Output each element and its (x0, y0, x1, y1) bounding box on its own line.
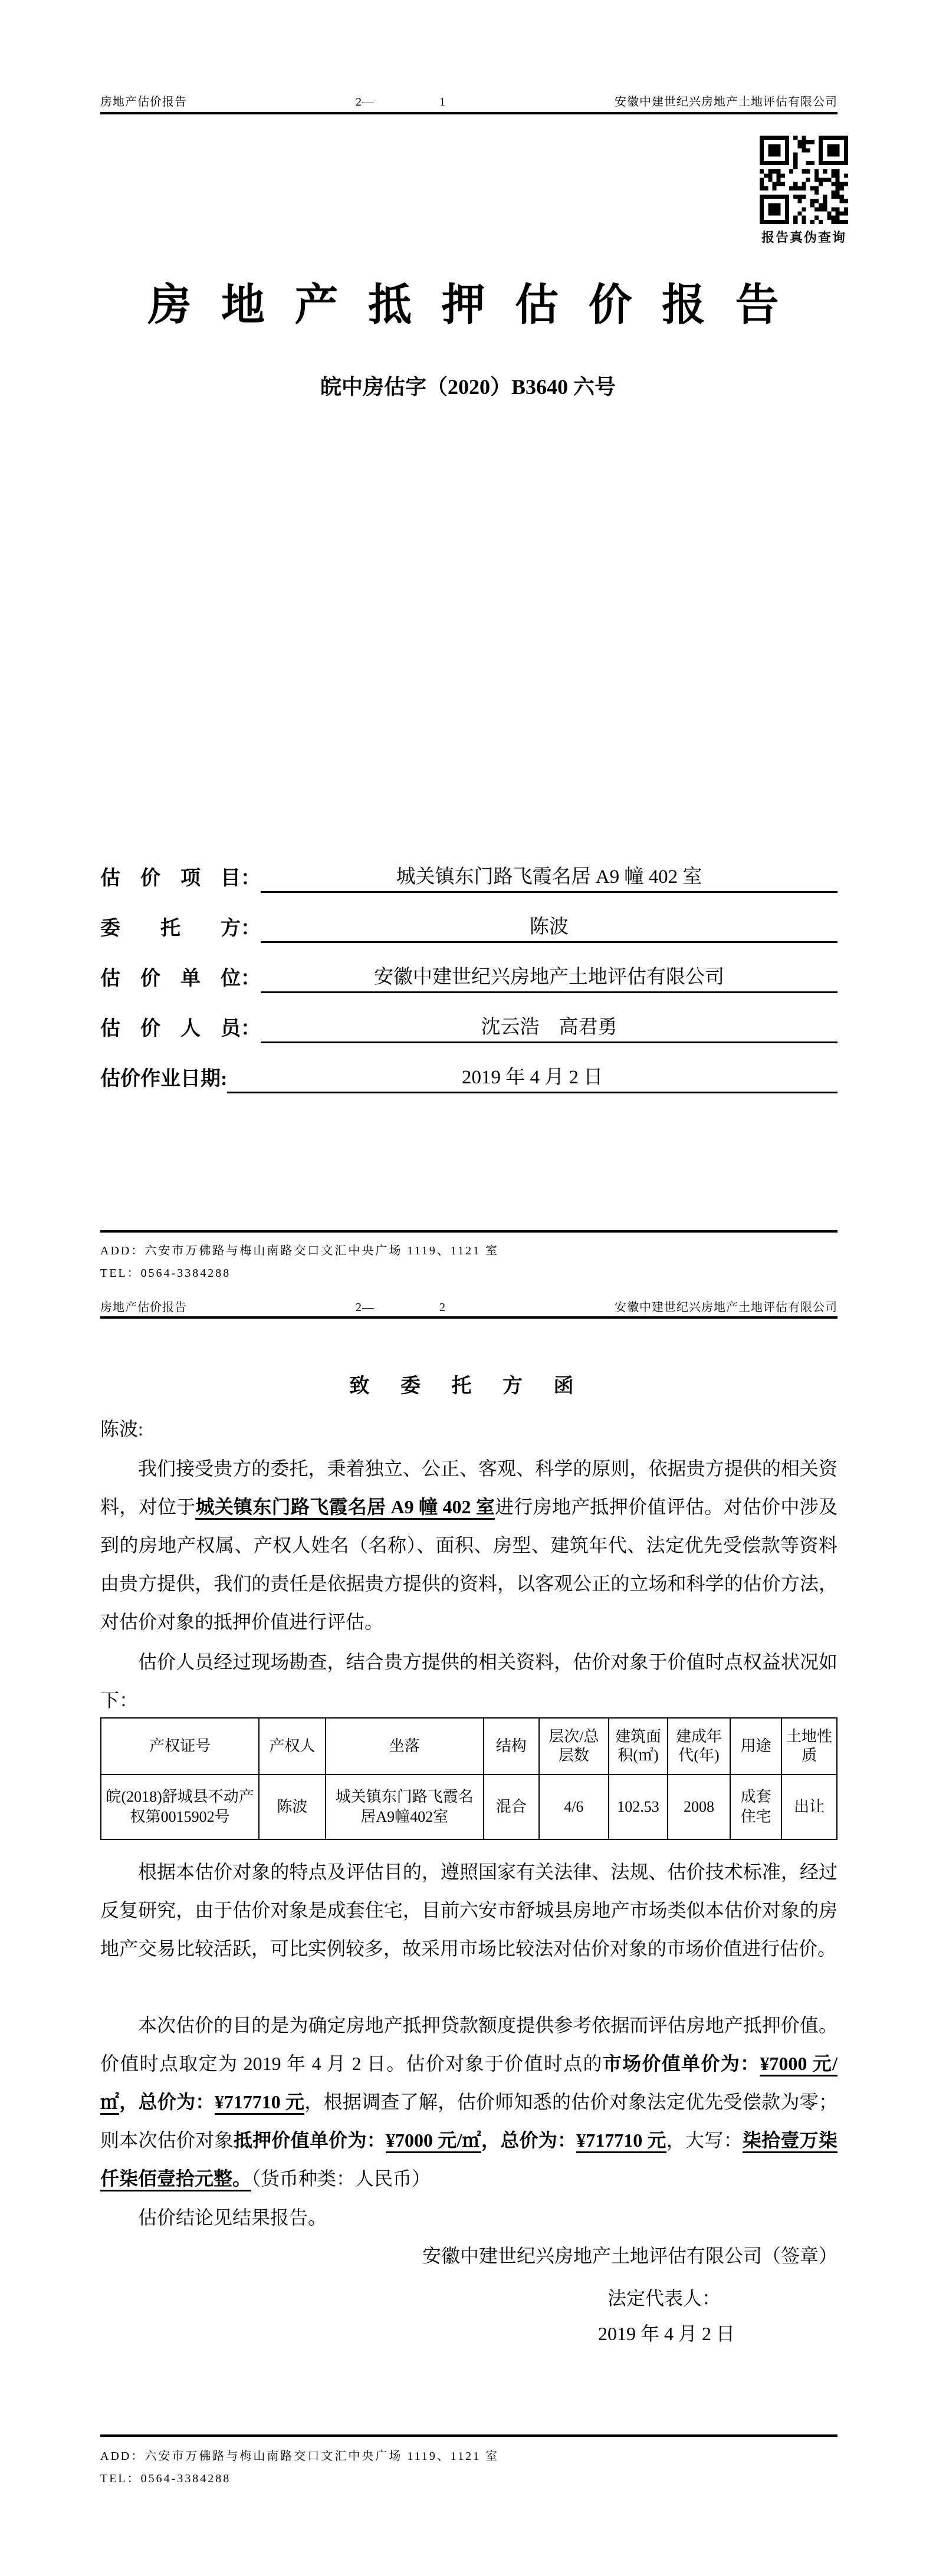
page2-footer-rule (100, 2434, 838, 2437)
paragraph-valuation: 本次估价的目的是为确定房地产抵押贷款额度提供参考依据而评估房地产抵押价值。价值时点取定为 2019 年 4 月 2 日。估价对象于价值时点的市场价值单价为：¥7000 元/㎡，总价为：¥717710 元，根据调查了解，估价师知悉的估价对象法定优先受偿款为零；则本次估价对象抵押价值单价为：¥7000 元/㎡，总价为：¥717710 元，大写：柒拾壹万柒仟柒佰壹拾元整。（货币种类：人民币） (100, 2006, 838, 2198)
field-value-client: 陈波 (261, 911, 838, 943)
col-header-cert-no: 产权证号 (101, 1718, 259, 1775)
header-rule (100, 1316, 838, 1319)
field-label-date: 估价作业日期: (100, 1068, 228, 1090)
page1-header (100, 92, 838, 109)
col-header-year: 建成年代(年) (668, 1718, 730, 1775)
paragraph-method: 根据本估价对象的特点及评估目的，遵照国家有关法律、法规、估价技术标准，经过反复研究，由于估价对象是成套住宅，目前六安市舒城县房地产市场类似本估价对象的房地产交易比较活跃，可比实例较多，故采用市场比较法对估价对象的市场价值进行估价。 (100, 1861, 838, 1959)
cell-area: 102.53 (609, 1775, 668, 1839)
paragraph-survey: 估价人员经过现场勘查，结合贵方提供的相关资料，估价对象于价值时点权益状况如下： (100, 1651, 838, 1711)
col-header-land: 土地性质 (781, 1718, 837, 1775)
field-label-agency: 估 价 单 位： (100, 968, 261, 990)
footer-address: ADD：六安市万佛路与梅山南路交口文汇中央广场 1119、1121 室 (100, 1244, 500, 1257)
field-label-project: 估 价 项 目： (100, 868, 261, 889)
col-header-use: 用途 (730, 1718, 781, 1775)
field-row-client (100, 910, 838, 943)
field-row-agency (100, 960, 838, 993)
col-header-structure: 结构 (484, 1718, 539, 1775)
col-header-owner: 产权人 (259, 1718, 325, 1775)
header-doc-type: 房地产估价报告 (100, 1301, 187, 1314)
field-value-agency: 安徽中建世纪兴房地产土地评估有限公司 (261, 961, 838, 993)
header-page-indicator (356, 96, 446, 109)
footer-tel: TEL：0564-3384288 (100, 1267, 231, 1280)
signature-company: 安徽中建世纪兴房地产土地评估有限公司（签章） (422, 2245, 838, 2266)
header-page-number: 1 (439, 96, 446, 109)
cell-floor: 4/6 (539, 1775, 609, 1839)
header-page-indicator (356, 1301, 446, 1315)
header-page-number: 2 (439, 1301, 446, 1314)
report-title: 房 地 产 抵 押 估 价 报 告 (147, 281, 789, 330)
cell-land: 出让 (781, 1775, 837, 1839)
field-value-date: 2019 年 4 月 2 日 (227, 1062, 838, 1093)
col-header-area: 建筑面积(㎡) (609, 1718, 668, 1775)
field-label-appraisers: 估 价 人 员： (100, 1018, 261, 1040)
cell-location: 城关镇东门路飞霞名居A9幢402室 (326, 1775, 484, 1839)
field-row-date (100, 1060, 838, 1093)
paragraph-conclusion: 估价结论见结果报告。 (138, 2207, 327, 2228)
cell-year: 2008 (668, 1775, 730, 1839)
field-value-appraisers: 沈云浩 高君勇 (261, 1011, 838, 1043)
property-rights-table (100, 1717, 838, 1840)
col-header-location: 坐落 (326, 1718, 484, 1775)
cell-use: 成套住宅 (730, 1775, 781, 1839)
qr-code-image (760, 136, 848, 224)
signature-date: 2019 年 4 月 2 日 (598, 2323, 735, 2344)
header-company: 安徽中建世纪兴房地产土地评估有限公司 (615, 1301, 838, 1314)
header-pages-prefix: 2— (356, 1301, 375, 1314)
paragraph-intro: 我们接受贵方的委托，秉着独立、公正、客观、科学的原则，依据贵方提供的相关资料，对位于城关镇东门路飞霞名居 A9 幢 402 室进行房地产抵押价值评估。对估价中涉及到的房地产权属、产权人姓名（名称）、面积、房型、建筑年代、法定优先受偿款等资料由贵方提供，我们的责任是依据贵方提供的资料，以客观公正的立场和科学的估价方法，对估价对象的抵押价值进行评估。 (100, 1458, 838, 1632)
header-pages-prefix: 2— (356, 96, 375, 109)
page2-footer (100, 2445, 838, 2490)
page1-footer (100, 1240, 838, 1284)
cell-cert-no: 皖(2018)舒城县不动产权第0015902号 (101, 1775, 259, 1839)
qr-caption: 报告真伪查询 (761, 230, 846, 245)
signature-legal-rep: 法定代表人： (607, 2288, 721, 2309)
col-header-floor: 层次/总层数 (539, 1718, 609, 1775)
field-row-project (100, 860, 838, 893)
field-label-client: 委 托 方： (100, 918, 261, 939)
page1-footer-rule (100, 1230, 838, 1233)
field-row-appraisers (100, 1010, 838, 1043)
header-rule (100, 112, 838, 114)
header-doc-type: 房地产估价报告 (100, 96, 187, 109)
doc-number: 皖中房估字（2020）B3640 六号 (320, 375, 616, 399)
salutation: 陈波: (100, 1418, 143, 1440)
footer-address: ADD：六安市万佛路与梅山南路交口文汇中央广场 1119、1121 室 (100, 2450, 500, 2463)
cell-owner: 陈波 (259, 1775, 325, 1839)
header-company: 安徽中建世纪兴房地产土地评估有限公司 (615, 96, 838, 109)
footer-tel: TEL：0564-3384288 (100, 2472, 231, 2485)
table-row (101, 1775, 837, 1839)
letter-title: 致 委 托 方 函 (349, 1375, 587, 1397)
cell-structure: 混合 (484, 1775, 539, 1839)
table-header-row (101, 1718, 837, 1775)
field-value-project: 城关镇东门路飞霞名居 A9 幢 402 室 (261, 861, 838, 893)
page2-header (100, 1297, 838, 1315)
qr-code (760, 136, 848, 224)
